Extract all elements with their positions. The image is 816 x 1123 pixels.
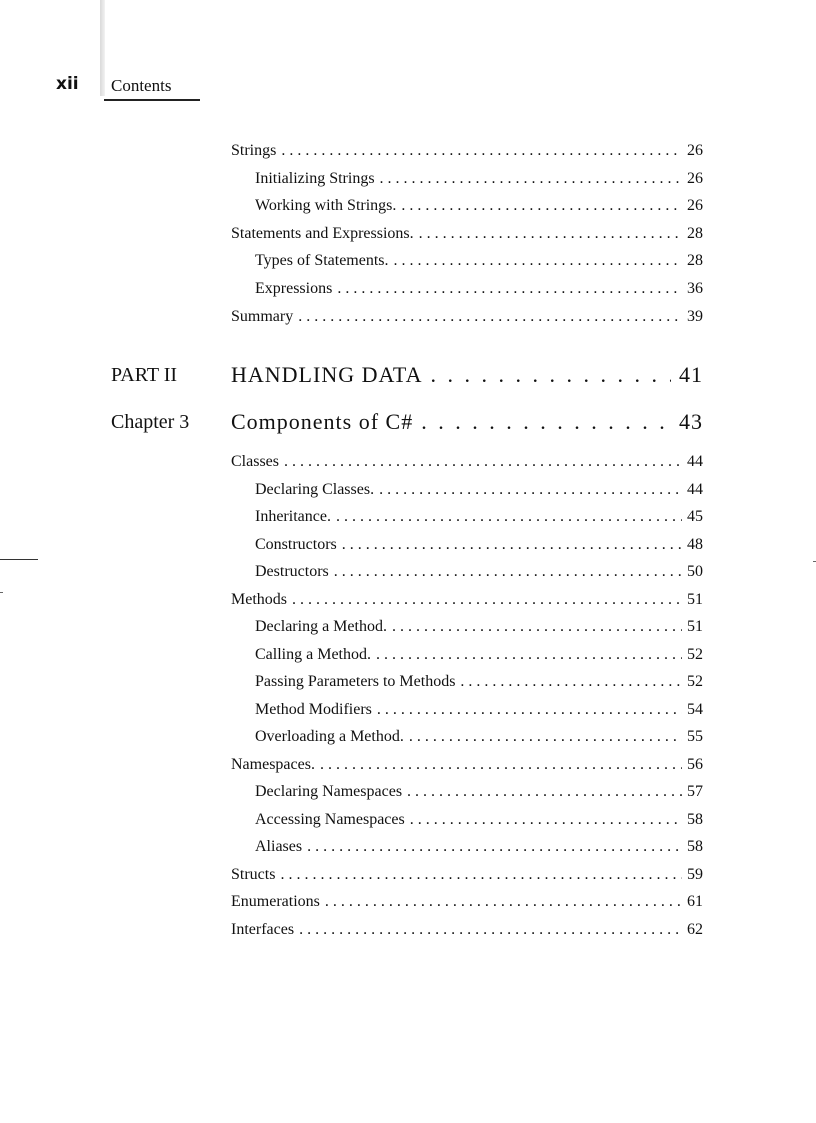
header-rule xyxy=(104,99,200,101)
toc-entry-title: Namespaces. xyxy=(231,755,315,773)
toc-entry-title: Summary xyxy=(231,307,294,325)
leader-dots xyxy=(325,893,682,911)
part-label: PART II xyxy=(111,364,178,386)
leader-dots xyxy=(342,536,682,554)
toc-entry-page: 59 xyxy=(687,865,703,883)
toc-entry[interactable] xyxy=(255,536,703,554)
toc-entry-page: 57 xyxy=(687,783,703,800)
leader-dots xyxy=(407,783,682,801)
leader-dots xyxy=(336,508,682,526)
toc-entry[interactable] xyxy=(255,728,703,746)
toc-entry-page: 62 xyxy=(687,920,703,938)
toc-entry-title: Inheritance. xyxy=(255,508,331,525)
leader-dots xyxy=(409,728,682,746)
toc-entry[interactable] xyxy=(255,508,703,526)
toc-entry[interactable] xyxy=(231,921,703,939)
toc-entry[interactable] xyxy=(231,308,703,326)
leader-dots xyxy=(284,453,682,471)
toc-entry-page: 26 xyxy=(687,142,703,159)
toc-entry[interactable] xyxy=(255,673,703,691)
toc-entry-page: 58 xyxy=(687,838,703,855)
leader-dots xyxy=(380,170,682,188)
toc-entry[interactable] xyxy=(231,453,703,471)
leader-dots xyxy=(376,646,682,664)
leader-dots xyxy=(410,811,682,829)
leader-dots xyxy=(334,563,682,581)
toc-entry-page: 44 xyxy=(687,480,703,498)
toc-entry-title: Declaring Classes. xyxy=(255,480,375,498)
toc-entry-page: 52 xyxy=(687,645,703,663)
toc-entry-page: 44 xyxy=(687,453,703,470)
toc-entry-title: Overloading a Method. xyxy=(255,728,404,745)
leader-dots xyxy=(401,197,682,215)
margin-rule-left xyxy=(0,559,38,560)
toc-entry-title: Statements and Expressions. xyxy=(231,224,414,242)
toc-entry[interactable] xyxy=(255,197,703,215)
binding-edge-shadow xyxy=(100,0,105,96)
toc-entry-page: 28 xyxy=(687,224,703,242)
toc-entry-title: Passing Parameters to Methods xyxy=(255,673,456,690)
toc-entry-page: 36 xyxy=(687,280,703,297)
part-page: 41 xyxy=(679,362,703,387)
toc-entry[interactable] xyxy=(231,866,703,884)
toc-entry-title: Structs xyxy=(231,865,276,883)
toc-entry-title: Enumerations xyxy=(231,893,320,910)
leader-dots xyxy=(421,409,671,435)
toc-entry-title: Interfaces xyxy=(231,920,295,938)
leader-dots xyxy=(299,921,682,939)
toc-entry[interactable] xyxy=(255,811,703,829)
leader-dots xyxy=(292,591,682,609)
leader-dots xyxy=(281,142,682,160)
toc-entry-page: 56 xyxy=(687,755,703,773)
toc-entry-title: Types of Statements. xyxy=(255,252,389,270)
margin-tick-left xyxy=(0,592,3,593)
chapter-page: 43 xyxy=(679,409,703,434)
toc-entry-page: 50 xyxy=(687,563,703,580)
toc-entry-page: 28 xyxy=(687,252,703,270)
leader-dots xyxy=(377,701,682,719)
toc-entry[interactable] xyxy=(255,280,703,298)
toc-entry-title: Initializing Strings xyxy=(255,169,375,187)
leader-dots xyxy=(379,481,682,499)
part-entry[interactable] xyxy=(231,362,703,388)
toc-entry-title: Aliases xyxy=(255,838,303,855)
toc-entry-title: Strings xyxy=(231,142,277,159)
leader-dots xyxy=(460,673,682,691)
leader-dots xyxy=(280,866,682,884)
toc-entry-title: Method Modifiers xyxy=(255,700,372,718)
toc-entry[interactable] xyxy=(231,142,703,160)
running-head: Contents xyxy=(111,76,172,95)
chapter-entry[interactable] xyxy=(231,409,703,435)
toc-entry[interactable] xyxy=(255,783,703,801)
toc-entry-page: 61 xyxy=(687,893,703,910)
toc-entry-page: 54 xyxy=(687,700,703,718)
leader-dots xyxy=(298,308,682,326)
toc-entry-title: Declaring Namespaces xyxy=(255,783,403,800)
part-title: HANDLING DATA xyxy=(231,362,423,387)
leader-dots xyxy=(337,280,682,298)
toc-entry[interactable] xyxy=(255,838,703,856)
chapter-label: Chapter 3 xyxy=(111,411,190,433)
toc-entry-title: Methods xyxy=(231,590,287,608)
toc-entry[interactable] xyxy=(231,893,703,911)
toc-entry[interactable] xyxy=(231,591,703,609)
toc-entry-title: Classes xyxy=(231,453,279,470)
toc-entry-page: 26 xyxy=(687,169,703,187)
toc-entry-page: 48 xyxy=(687,535,703,553)
leader-dots xyxy=(419,225,682,243)
toc-entry[interactable] xyxy=(255,646,703,664)
toc-entry[interactable] xyxy=(255,618,703,636)
toc-entry[interactable] xyxy=(231,225,703,243)
leader-dots xyxy=(394,252,682,270)
toc-entry-page: 51 xyxy=(687,618,703,635)
toc-entry-title: Constructors xyxy=(255,535,337,553)
toc-entry[interactable] xyxy=(255,481,703,499)
toc-entry-page: 45 xyxy=(687,508,703,525)
chapter-title: Components of C# xyxy=(231,409,414,434)
toc-entry-title: Expressions xyxy=(255,280,333,297)
toc-entry-page: 26 xyxy=(687,197,703,215)
toc-entry-page: 51 xyxy=(687,590,703,608)
toc-entry-page: 58 xyxy=(687,810,703,828)
toc-entry-title: Destructors xyxy=(255,563,329,580)
toc-entry[interactable] xyxy=(255,701,703,719)
toc-entry-title: Declaring a Method. xyxy=(255,618,387,635)
leader-dots xyxy=(392,618,682,636)
leader-dots xyxy=(307,838,682,856)
leader-dots xyxy=(320,756,682,774)
toc-entry-page: 52 xyxy=(687,673,703,690)
toc-entry[interactable] xyxy=(231,756,703,774)
toc-entry-title: Working with Strings. xyxy=(255,197,397,215)
toc-entry[interactable] xyxy=(255,563,703,581)
leader-dots xyxy=(431,362,672,388)
toc-entry-title: Accessing Namespaces xyxy=(255,810,405,828)
toc-entry-title: Calling a Method. xyxy=(255,645,371,663)
toc-entry-page: 55 xyxy=(687,728,703,745)
toc-entry[interactable] xyxy=(255,170,703,188)
toc-entry-page: 39 xyxy=(687,307,703,325)
page-number: xii xyxy=(56,74,79,94)
toc-entry[interactable] xyxy=(255,252,703,270)
